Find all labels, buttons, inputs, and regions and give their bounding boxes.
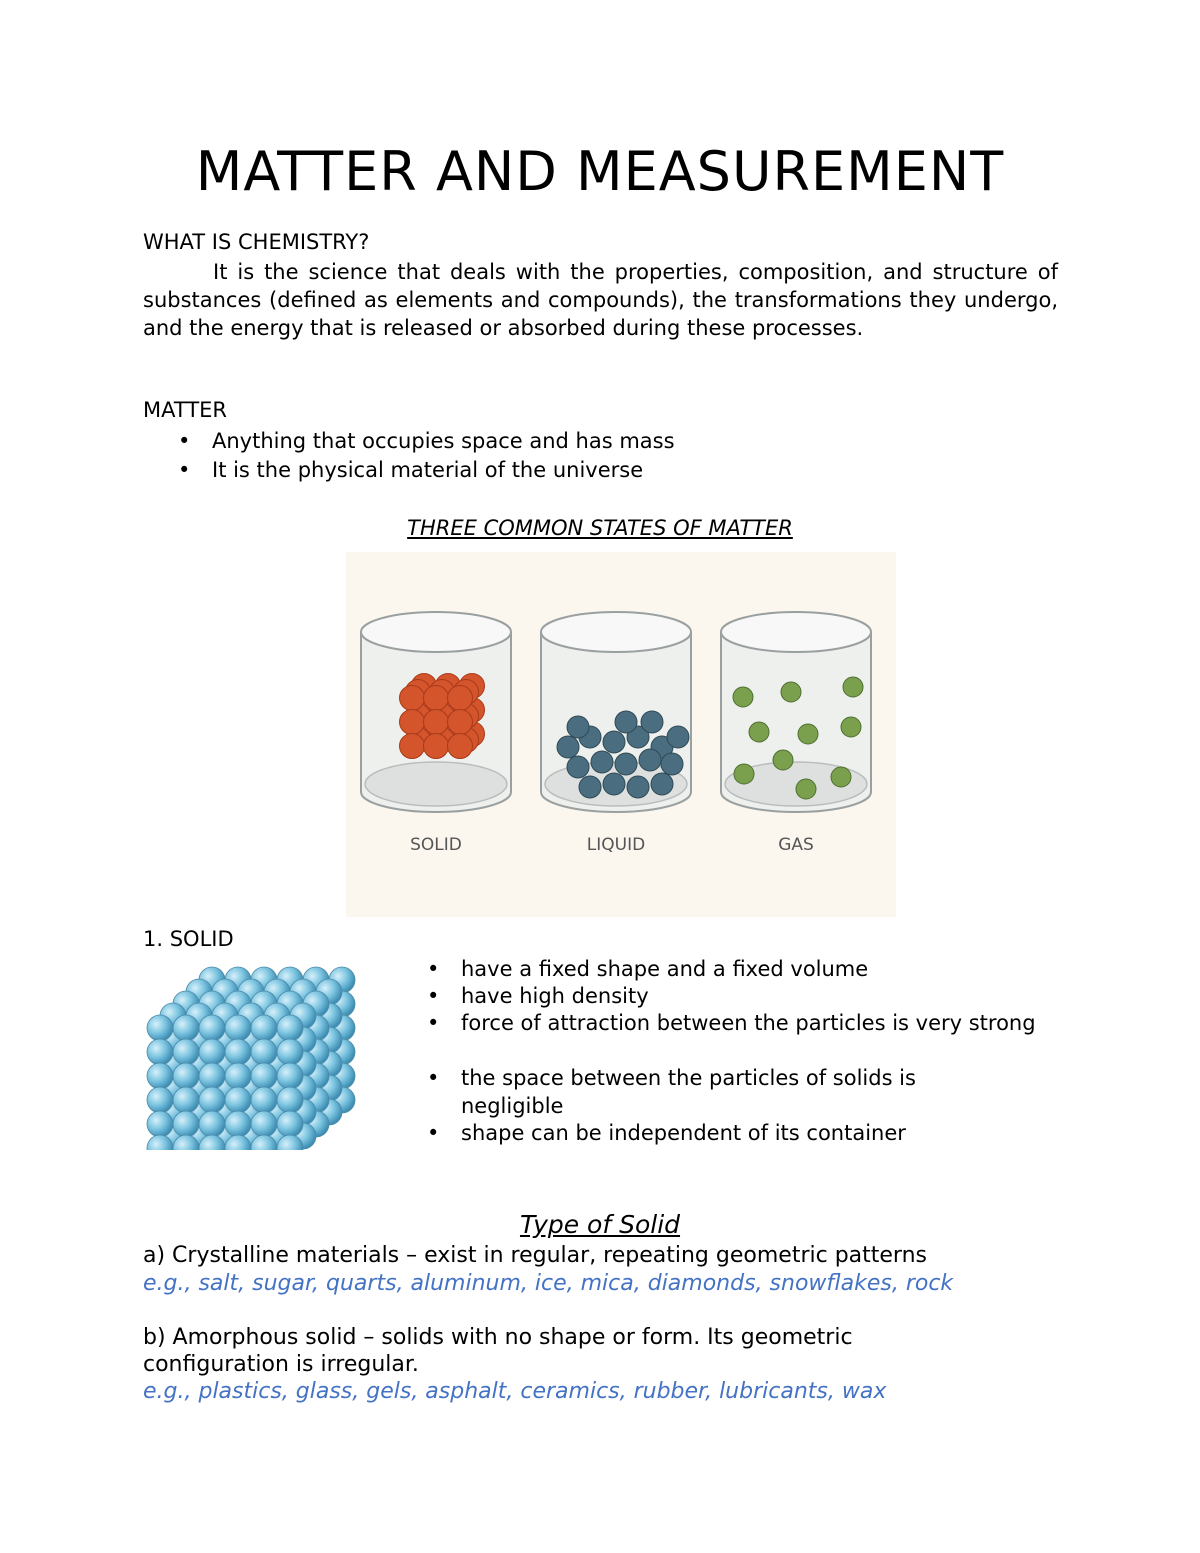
liquid-particle <box>651 773 673 795</box>
lattice-sphere <box>173 1039 199 1065</box>
jars-group <box>361 612 871 812</box>
gas-particle <box>843 677 863 697</box>
lattice-sphere <box>173 1111 199 1137</box>
lattice-sphere <box>225 1063 251 1089</box>
lattice-sphere <box>199 1015 225 1041</box>
lattice-sphere <box>225 1039 251 1065</box>
solid-bullet-5 <box>427 1119 1051 1147</box>
solid-lattice-figure <box>140 958 376 1150</box>
bullet-icon: • <box>178 429 191 453</box>
bullet-icon: • <box>427 1121 440 1145</box>
gas-particle <box>733 687 753 707</box>
lattice-sphere <box>199 1111 225 1137</box>
lattice-sphere <box>251 1087 277 1113</box>
lattice-sphere <box>277 1015 303 1041</box>
lattice-sphere <box>251 1063 277 1089</box>
crystalline-text: a) Crystalline materials – exist in regular, repeating geometric patterns <box>143 1243 927 1268</box>
solid-particle <box>448 734 473 759</box>
solid-heading: 1. SOLID <box>143 927 234 951</box>
chemistry-definition: It is the science that deals with the properties, composition, and structure of substances (defined as elements and compounds), the transformations they undergo, and the energy that is released or absorbed during these processes. <box>143 260 1058 340</box>
solid-bullet-text: the space between the particles of solids is negligible <box>461 1066 916 1118</box>
solid-particle <box>424 710 449 735</box>
liquid-particle <box>627 776 649 798</box>
gas-jar-rim <box>721 612 871 652</box>
solid-jar-base <box>365 762 507 806</box>
solid-particle <box>400 710 425 735</box>
solid-bullet-4 <box>427 1064 1021 1120</box>
amorphous-text-2: configuration is irregular. <box>143 1352 419 1377</box>
gas-particle <box>773 750 793 770</box>
states-of-matter-figure <box>346 552 896 917</box>
gas-particle <box>796 779 816 799</box>
solid-bullet-1 <box>427 955 1051 983</box>
solid-particle <box>424 686 449 711</box>
lattice-sphere <box>199 1063 225 1089</box>
page-title: MATTER AND MEASUREMENT <box>195 140 1005 203</box>
liquid-label: LIQUID <box>586 835 646 855</box>
gas-particle <box>841 717 861 737</box>
solid-particle <box>448 686 473 711</box>
solid-bullet-text: force of attraction between the particles is very strong <box>461 1011 1036 1035</box>
lattice-sphere <box>251 1111 277 1137</box>
lattice-sphere <box>147 1111 173 1137</box>
liquid-particle <box>615 711 637 733</box>
bullet-icon: • <box>427 957 440 981</box>
chemistry-heading: WHAT IS CHEMISTRY? <box>143 230 370 254</box>
lattice-sphere <box>251 1015 277 1041</box>
liquid-particle <box>567 716 589 738</box>
lattice-sphere <box>251 1039 277 1065</box>
lattice-group <box>147 967 355 1150</box>
matter-bullet-1 <box>178 427 675 455</box>
lattice-sphere <box>277 1063 303 1089</box>
solid-jar-rim <box>361 612 511 652</box>
lattice-sphere <box>199 1039 225 1065</box>
matter-bullet-text: Anything that occupies space and has mass <box>212 429 675 453</box>
lattice-sphere <box>277 1087 303 1113</box>
gas-particle <box>749 722 769 742</box>
lattice-sphere <box>173 1087 199 1113</box>
amorphous-text-1: b) Amorphous solid – solids with no shape or form. Its geometric <box>143 1325 853 1350</box>
lattice-sphere <box>173 1063 199 1089</box>
bullet-icon: • <box>178 458 191 482</box>
lattice-sphere <box>225 1087 251 1113</box>
bullet-icon: • <box>427 1066 440 1090</box>
liquid-particle <box>567 756 589 778</box>
lattice-sphere <box>277 1039 303 1065</box>
solid-bullet-text: have high density <box>461 984 649 1008</box>
matter-heading: MATTER <box>143 398 227 422</box>
solid-label: SOLID <box>410 835 462 855</box>
liquid-jar-rim <box>541 612 691 652</box>
solid-bullet-text: have a fixed shape and a fixed volume <box>461 957 869 981</box>
gas-particle <box>798 724 818 744</box>
lattice-sphere <box>173 1015 199 1041</box>
solid-particle <box>400 734 425 759</box>
solid-bullet-text: shape can be independent of its container <box>461 1121 906 1145</box>
lattice-sphere <box>147 1063 173 1089</box>
gas-particle <box>734 764 754 784</box>
gas-label: GAS <box>778 835 814 855</box>
gas-particle <box>831 767 851 787</box>
liquid-particle <box>639 749 661 771</box>
liquid-particle <box>603 773 625 795</box>
liquid-particle <box>641 711 663 733</box>
liquid-particle <box>667 726 689 748</box>
solid-bullet-2 <box>427 982 1051 1010</box>
lattice-sphere <box>277 1111 303 1137</box>
lattice-sphere <box>147 1039 173 1065</box>
lattice-sphere <box>199 1087 225 1113</box>
states-heading: THREE COMMON STATES OF MATTER <box>407 516 793 540</box>
lattice-sphere <box>147 1087 173 1113</box>
matter-bullet-text: It is the physical material of the universe <box>212 458 644 482</box>
liquid-particle <box>661 753 683 775</box>
lattice-sphere <box>147 1015 173 1041</box>
liquid-particle <box>591 751 613 773</box>
solid-bullet-3 <box>427 1009 1051 1037</box>
crystalline-examples: e.g., salt, sugar, quarts, aluminum, ice, mica, diamonds, snowflakes, rock <box>143 1271 954 1296</box>
bullet-icon: • <box>427 984 440 1008</box>
liquid-particle <box>557 736 579 758</box>
amorphous-examples: e.g., plastics, glass, gels, asphalt, ceramics, rubber, lubricants, wax <box>143 1379 887 1404</box>
liquid-particle <box>615 753 637 775</box>
gas-particle <box>781 682 801 702</box>
solid-particle <box>400 686 425 711</box>
solid-particle <box>424 734 449 759</box>
matter-bullet-2 <box>178 456 644 484</box>
bullet-icon: • <box>427 1011 440 1035</box>
liquid-particle <box>603 731 625 753</box>
type-of-solid-heading: Type of Solid <box>519 1210 681 1239</box>
lattice-sphere <box>225 1015 251 1041</box>
lattice-sphere <box>225 1111 251 1137</box>
liquid-particle <box>579 776 601 798</box>
solid-particle <box>448 710 473 735</box>
